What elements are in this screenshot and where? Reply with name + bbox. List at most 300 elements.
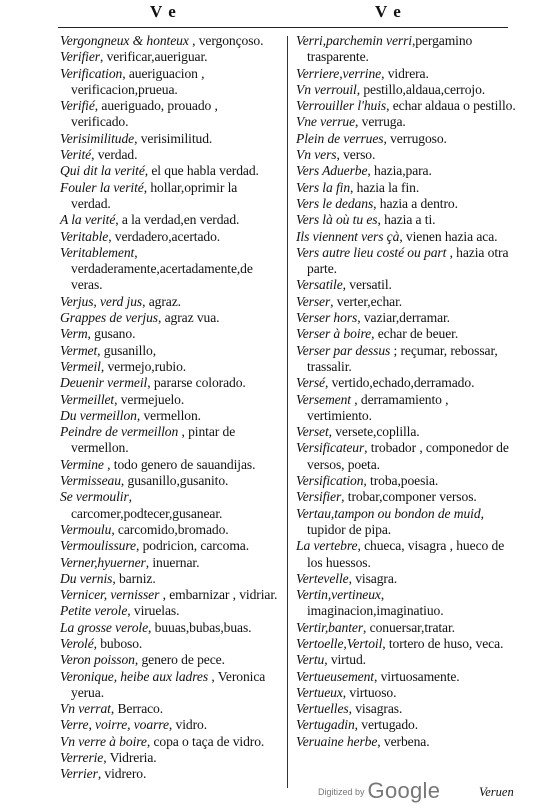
entry-translation: verdad. bbox=[97, 147, 138, 163]
dictionary-entry bbox=[60, 49, 278, 65]
dictionary-entry bbox=[296, 571, 516, 587]
dictionary-entry bbox=[296, 98, 516, 114]
entry-translation: agraz vua. bbox=[164, 310, 220, 326]
entry-separator: , bbox=[127, 603, 134, 619]
entry-translation: chueca, visagra , hueco de los huessos. bbox=[307, 538, 505, 570]
entry-separator: , bbox=[350, 179, 357, 195]
entry-headword: Vertuelles bbox=[296, 701, 349, 717]
entry-headword: Vn verrouil bbox=[296, 81, 357, 97]
entry-headword: Versé bbox=[296, 375, 325, 391]
entry-separator: , bbox=[208, 668, 218, 684]
right-column bbox=[296, 33, 516, 750]
dictionary-entry bbox=[60, 734, 278, 750]
dictionary-entry bbox=[60, 603, 278, 619]
entry-headword: Plein de verrues bbox=[296, 130, 384, 146]
entry-translation: hazia la fin. bbox=[356, 179, 420, 195]
entry-translation: tupidor de pipa. bbox=[307, 521, 392, 537]
dictionary-entry bbox=[296, 245, 516, 278]
entry-headword: Vers là où tu es bbox=[296, 212, 378, 228]
entry-separator: , bbox=[377, 733, 384, 749]
entry-separator: , bbox=[355, 114, 362, 130]
entry-separator: , bbox=[108, 228, 115, 244]
entry-translation: vidrera. bbox=[387, 65, 429, 81]
entry-separator: , bbox=[122, 65, 129, 81]
entry-translation: Berraco. bbox=[117, 701, 164, 717]
entry-headword: Veritable bbox=[60, 228, 109, 244]
entry-headword: Vermoulissure bbox=[60, 538, 136, 554]
entry-separator: ; bbox=[390, 342, 401, 358]
dictionary-entry bbox=[60, 424, 278, 457]
entry-separator: , bbox=[363, 473, 371, 489]
entry-translation: pergamino trasparente. bbox=[307, 33, 473, 65]
entry-separator: , bbox=[386, 98, 393, 114]
entry-translation: copa o taça de vidro. bbox=[153, 733, 265, 749]
entry-separator: , bbox=[134, 244, 138, 260]
entry-separator: , bbox=[87, 326, 95, 342]
entry-translation: verbena. bbox=[383, 733, 430, 749]
entry-headword: La vertebre bbox=[296, 538, 358, 554]
entry-translation: gusanillo,gusanito. bbox=[127, 473, 229, 489]
entry-separator: , bbox=[373, 195, 380, 211]
entry-headword: Deuenir vermeil bbox=[60, 375, 148, 391]
dictionary-entry bbox=[296, 636, 516, 652]
entry-separator: , bbox=[348, 570, 356, 586]
entry-separator: , bbox=[103, 456, 114, 472]
entry-headword: Verser hors bbox=[296, 310, 358, 326]
entry-translation: trobar,componer versos. bbox=[347, 489, 477, 505]
running-head-right: V e bbox=[375, 2, 402, 21]
dictionary-entry bbox=[60, 33, 278, 49]
entry-translation: hazia a dentro. bbox=[379, 195, 458, 211]
entry-separator: , bbox=[135, 538, 143, 554]
entry-translation: aueriguado, prouado , verificado. bbox=[71, 98, 218, 130]
entry-separator: , bbox=[168, 717, 176, 733]
dictionary-entry bbox=[60, 473, 278, 489]
entry-translation: Vidreria. bbox=[109, 750, 157, 766]
entry-headword: Verser par dessus bbox=[296, 342, 391, 358]
dictionary-entry bbox=[60, 66, 278, 99]
entry-separator: , bbox=[97, 766, 105, 782]
entry-headword: Verrier bbox=[60, 766, 98, 782]
entry-translation: verrugoso. bbox=[390, 130, 447, 146]
dictionary-entry bbox=[296, 685, 516, 701]
dictionary-entry bbox=[60, 766, 278, 782]
entry-separator: , bbox=[357, 310, 364, 326]
entry-translation: verisimilitud. bbox=[140, 130, 213, 146]
dictionary-entry bbox=[296, 701, 516, 717]
entry-headword: Vers autre lieu costé ou part bbox=[296, 244, 447, 260]
entry-headword: Vers Aduerbe bbox=[296, 163, 368, 179]
entry-headword: Versifier bbox=[296, 489, 342, 505]
dictionary-entry bbox=[60, 652, 278, 668]
entry-separator: , bbox=[110, 701, 118, 717]
entry-separator: , bbox=[146, 733, 154, 749]
dictionary-entry bbox=[60, 212, 278, 228]
entry-headword: Vertevelle bbox=[296, 570, 349, 586]
catchword: Veruen bbox=[479, 785, 514, 799]
entry-translation: vermejo,rubio. bbox=[107, 358, 187, 374]
entry-translation: verruga. bbox=[361, 114, 406, 130]
entry-headword: Verifié bbox=[60, 98, 95, 114]
entry-translation: buuas,bubas,buas. bbox=[154, 619, 252, 635]
entry-headword: Vermeillet bbox=[60, 391, 115, 407]
entry-translation: verdadero,acertado. bbox=[114, 228, 221, 244]
dictionary-entry bbox=[296, 734, 516, 750]
entry-headword: Versement bbox=[296, 391, 351, 407]
dictionary-entry bbox=[296, 652, 516, 668]
dictionary-entry bbox=[60, 522, 278, 538]
entry-separator: , bbox=[336, 147, 344, 163]
entry-translation: virtuoso. bbox=[349, 684, 397, 700]
entry-translation: barniz. bbox=[118, 570, 156, 586]
dictionary-entry bbox=[296, 489, 516, 505]
dictionary-entry bbox=[296, 587, 516, 620]
entry-headword: Vertin,vertineux bbox=[296, 587, 381, 603]
entry-headword: Vernicer, vernisser bbox=[60, 587, 160, 603]
entry-separator: , bbox=[103, 750, 110, 766]
entry-translation: vermellon. bbox=[143, 407, 201, 423]
entry-separator: , bbox=[341, 489, 348, 505]
entry-translation: verificar,aueriguar. bbox=[106, 49, 208, 65]
entry-translation: genero de pece. bbox=[141, 652, 225, 668]
entry-translation: visagras. bbox=[355, 701, 403, 717]
dictionary-entry bbox=[296, 620, 516, 636]
dictionary-entry bbox=[60, 392, 278, 408]
entry-translation: podricion, carcoma. bbox=[142, 538, 250, 554]
entry-separator: , bbox=[342, 684, 350, 700]
dictionary-entry bbox=[296, 440, 516, 473]
entry-separator: , bbox=[363, 619, 370, 635]
dictionary-entry bbox=[60, 98, 278, 131]
entry-translation: hollar,oprimir la verdad. bbox=[71, 179, 238, 211]
dictionary-entry bbox=[296, 229, 516, 245]
entry-separator: , bbox=[354, 717, 362, 733]
dictionary-entry bbox=[60, 343, 278, 359]
dictionary-entry bbox=[296, 538, 516, 571]
dictionary-entry bbox=[60, 636, 278, 652]
entry-headword: Vertueux bbox=[296, 684, 343, 700]
entry-translation: versatil. bbox=[349, 277, 392, 293]
entry-headword: A la verité bbox=[60, 212, 116, 228]
entry-headword: Versatile bbox=[296, 277, 343, 293]
entry-headword: Vn verre à boire bbox=[60, 733, 147, 749]
entry-separator: , bbox=[97, 342, 104, 358]
entry-translation: hazia a ti. bbox=[384, 212, 436, 228]
running-head-left: V e bbox=[150, 2, 177, 21]
entry-headword: Verrerie bbox=[60, 750, 104, 766]
entry-headword: Vn vers bbox=[296, 147, 337, 163]
entry-separator: , bbox=[136, 407, 144, 423]
entry-separator: , bbox=[383, 130, 391, 146]
entry-separator: , bbox=[356, 81, 364, 97]
watermark-prefix: Digitized by bbox=[318, 787, 365, 797]
entry-separator: , bbox=[112, 570, 119, 586]
dictionary-entry bbox=[296, 180, 516, 196]
entry-separator: , bbox=[382, 635, 389, 651]
entry-separator: , bbox=[145, 554, 153, 570]
entry-headword: Qui dit la verité bbox=[60, 163, 145, 179]
dictionary-entry bbox=[296, 114, 516, 130]
entry-translation: carcomer,podtecer,gusanear. bbox=[71, 505, 223, 521]
entry-translation: aueriguacion , verificacion,prueua. bbox=[71, 65, 205, 97]
entry-separator: , bbox=[143, 179, 151, 195]
entry-headword: Verolé bbox=[60, 635, 94, 651]
entry-translation: el que habla verdad. bbox=[151, 163, 259, 179]
entry-headword: Se vermoulir bbox=[60, 489, 129, 505]
entry-translation: buboso. bbox=[100, 635, 143, 651]
entry-headword: Vermine bbox=[60, 456, 104, 472]
entry-headword: Vers la fin bbox=[296, 179, 351, 195]
dictionary-entry bbox=[296, 310, 516, 326]
entry-translation: vertugado. bbox=[361, 717, 419, 733]
header-rule bbox=[58, 27, 508, 28]
entry-headword: Vertugadin bbox=[296, 717, 355, 733]
entry-translation: inuernar. bbox=[152, 554, 200, 570]
dictionary-entry bbox=[296, 506, 516, 539]
dictionary-entry bbox=[296, 82, 516, 98]
entry-separator: , bbox=[148, 619, 155, 635]
entry-headword: Vertueusement bbox=[296, 668, 374, 684]
entry-headword: Verrouiller l'huis bbox=[296, 98, 387, 114]
entry-separator: , bbox=[324, 652, 331, 668]
entry-headword: Veruaine herbe bbox=[296, 733, 378, 749]
entry-separator: , bbox=[100, 358, 108, 374]
entry-headword: Verification bbox=[60, 65, 123, 81]
entry-headword: Verm bbox=[60, 326, 88, 342]
entry-separator: , bbox=[328, 424, 336, 440]
dictionary-entry bbox=[60, 375, 278, 391]
entry-headword: Verité bbox=[60, 147, 92, 163]
dictionary-entry bbox=[60, 555, 278, 571]
entry-translation: a la verdad,en verdad. bbox=[121, 212, 240, 228]
dictionary-entry bbox=[60, 717, 278, 733]
entry-separator: , bbox=[147, 375, 154, 391]
entry-translation: visagra. bbox=[355, 570, 398, 586]
dictionary-entry bbox=[60, 408, 278, 424]
entry-separator: , bbox=[367, 163, 375, 179]
entry-translation: agraz. bbox=[148, 293, 181, 309]
entry-translation: gusano. bbox=[94, 326, 136, 342]
entry-headword: Vers le dedans bbox=[296, 195, 374, 211]
dictionary-entry bbox=[60, 489, 278, 522]
entry-translation: carcomido,bromado. bbox=[117, 521, 229, 537]
dictionary-entry bbox=[296, 424, 516, 440]
dictionary-entry bbox=[296, 473, 516, 489]
entry-separator: , bbox=[159, 587, 170, 603]
entry-headword: Du vermeillon bbox=[60, 407, 137, 423]
entry-separator: , bbox=[111, 521, 118, 537]
dictionary-entry bbox=[296, 669, 516, 685]
entry-separator: , bbox=[99, 49, 107, 65]
entry-separator: , bbox=[480, 505, 484, 521]
entry-separator: , bbox=[446, 244, 457, 260]
entry-headword: Vermet bbox=[60, 342, 98, 358]
entry-translation: verso. bbox=[343, 147, 376, 163]
entry-headword: Vermeil bbox=[60, 358, 101, 374]
dictionary-entry bbox=[60, 180, 278, 213]
entry-headword: Verre, voirre, voarre bbox=[60, 717, 169, 733]
dictionary-entry bbox=[296, 212, 516, 228]
entry-headword: Verset bbox=[296, 424, 329, 440]
entry-separator: , bbox=[399, 228, 406, 244]
entry-headword: Vertau,tampon ou bondon de muid bbox=[296, 505, 481, 521]
entry-translation: echar aldaua o pestillo. bbox=[392, 98, 516, 114]
entry-headword: Versificateur bbox=[296, 440, 365, 456]
dictionary-entry bbox=[296, 163, 516, 179]
entry-separator: , bbox=[411, 33, 416, 48]
entry-separator: , bbox=[157, 310, 165, 326]
entry-separator: , bbox=[380, 587, 385, 603]
dictionary-entry bbox=[60, 326, 278, 342]
entry-translation: derramamiento , vertimiento. bbox=[307, 391, 449, 423]
entry-headword: Vertu bbox=[296, 652, 325, 668]
entry-translation: reçumar, rebossar, trassalir. bbox=[307, 342, 498, 374]
entry-headword: Verriere,verrine bbox=[296, 65, 382, 81]
dictionary-entry bbox=[296, 33, 516, 66]
entry-headword: Veritablement bbox=[60, 244, 135, 260]
entry-headword: Veron poisson bbox=[60, 652, 135, 668]
dictionary-entry bbox=[60, 147, 278, 163]
entry-translation: embarnizar , vidriar. bbox=[169, 587, 278, 603]
entry-translation: verdaderamente,acertadamente,de veras. bbox=[71, 261, 253, 293]
dictionary-entry bbox=[60, 229, 278, 245]
dictionary-entry bbox=[60, 294, 278, 310]
entry-translation: virtuosamente. bbox=[380, 668, 460, 684]
entry-headword: Verner,hyuerner bbox=[60, 554, 146, 570]
entry-separator: , bbox=[93, 635, 101, 651]
column-divider bbox=[287, 36, 288, 788]
dictionary-entry bbox=[296, 131, 516, 147]
entry-headword: Verser bbox=[296, 293, 331, 309]
entry-translation: vaziar,derramar. bbox=[363, 310, 450, 326]
entry-separator: , bbox=[373, 668, 381, 684]
dictionary-entry bbox=[60, 701, 278, 717]
entry-headword: Vertoelle,Vertoil bbox=[296, 635, 383, 651]
entry-separator: , bbox=[188, 33, 199, 48]
entry-translation: tortero de huso, veca. bbox=[388, 635, 504, 651]
dictionary-entry bbox=[60, 669, 278, 702]
entry-translation: virtud. bbox=[330, 652, 366, 668]
dictionary-entry bbox=[60, 310, 278, 326]
entry-translation: vertido,echado,derramado. bbox=[331, 375, 475, 391]
entry-translation: viruelas. bbox=[133, 603, 180, 619]
entry-headword: Verjus, verd jus bbox=[60, 293, 143, 309]
entry-separator: , bbox=[364, 440, 371, 456]
entry-separator: , bbox=[178, 424, 189, 440]
entry-translation: pestillo,aldaua,cerrojo. bbox=[363, 81, 486, 97]
left-column bbox=[60, 33, 278, 783]
entry-separator: , bbox=[348, 701, 356, 717]
entry-translation: vergonçoso. bbox=[198, 33, 264, 48]
dictionary-entry bbox=[60, 245, 278, 294]
entry-translation: conuersar,tratar. bbox=[369, 619, 455, 635]
entry-separator: , bbox=[114, 391, 121, 407]
entry-separator: , bbox=[342, 277, 350, 293]
dictionary-entry bbox=[296, 66, 516, 82]
entry-translation: hazia,para. bbox=[374, 163, 432, 179]
dictionary-entry bbox=[296, 326, 516, 342]
dictionary-entry bbox=[60, 359, 278, 375]
entry-separator: , bbox=[371, 326, 378, 342]
entry-headword: Grappes de verjus bbox=[60, 310, 158, 326]
entry-translation: vidrero. bbox=[104, 766, 147, 782]
entry-translation: vidro. bbox=[175, 717, 207, 733]
entry-headword: Petite verole bbox=[60, 603, 128, 619]
entry-headword: Vn verrat bbox=[60, 701, 111, 717]
dictionary-entry bbox=[296, 147, 516, 163]
entry-translation: pararse colorado. bbox=[153, 375, 246, 391]
entry-separator: , bbox=[142, 293, 149, 309]
entry-headword: Vermisseau bbox=[60, 473, 121, 489]
entry-headword: Vertir,banter bbox=[296, 619, 364, 635]
entry-translation: trobador , componedor de versos, poeta. bbox=[307, 440, 509, 472]
dictionary-entry bbox=[296, 196, 516, 212]
dictionary-entry bbox=[296, 717, 516, 733]
dictionary-entry bbox=[60, 457, 278, 473]
entry-translation: hazia otra parte. bbox=[307, 244, 509, 277]
entry-headword: Vergongneux & honteux bbox=[60, 33, 189, 48]
entry-separator: , bbox=[115, 212, 122, 228]
dictionary-entry bbox=[296, 392, 516, 425]
entry-headword: Du vernis bbox=[60, 570, 113, 586]
entry-headword: Verri,parchemin verri bbox=[296, 33, 412, 48]
entry-headword: Verifier bbox=[60, 49, 100, 65]
entry-separator: , bbox=[134, 652, 142, 668]
entry-translation: vermejuelo. bbox=[120, 391, 185, 407]
entry-separator: , bbox=[377, 212, 385, 228]
watermark bbox=[318, 778, 440, 804]
entry-translation: todo genero de sauandijas. bbox=[113, 456, 256, 472]
dictionary-entry bbox=[60, 620, 278, 636]
dictionary-entry bbox=[296, 343, 516, 376]
dictionary-entry bbox=[60, 750, 278, 766]
entry-headword: Fouler la verité bbox=[60, 179, 144, 195]
entry-translation: vienen hazia aca. bbox=[405, 228, 498, 244]
entry-headword: Ils viennent vers çà bbox=[296, 228, 400, 244]
entry-headword: Versification bbox=[296, 473, 364, 489]
entry-headword: Peindre de vermeillon bbox=[60, 424, 179, 440]
entry-separator: , bbox=[91, 147, 98, 163]
entry-separator: , bbox=[134, 130, 141, 146]
watermark-logo: Google bbox=[367, 778, 441, 803]
entry-headword: Vermoulu bbox=[60, 521, 112, 537]
entry-translation: troba,poesia. bbox=[370, 473, 439, 489]
entry-translation: pintar de vermellon. bbox=[71, 424, 236, 456]
entry-headword: Vne verrue bbox=[296, 114, 356, 130]
dictionary-entry bbox=[60, 131, 278, 147]
dictionary-entry bbox=[60, 163, 278, 179]
dictionary-entry bbox=[296, 294, 516, 310]
entry-translation: Veronica yerua. bbox=[71, 668, 266, 700]
entry-separator: , bbox=[128, 489, 132, 505]
dictionary-entry bbox=[60, 587, 278, 603]
entry-translation: verter,echar. bbox=[336, 293, 403, 309]
dictionary-entry bbox=[296, 375, 516, 391]
entry-separator: , bbox=[120, 473, 128, 489]
entry-headword: Veronique, heibe aux ladres bbox=[60, 668, 209, 684]
dictionary-entry bbox=[296, 277, 516, 293]
entry-separator: , bbox=[144, 163, 152, 179]
entry-headword: La grosse verole bbox=[60, 619, 149, 635]
dictionary-entry bbox=[60, 538, 278, 554]
entry-headword: Verisimilitude bbox=[60, 130, 135, 146]
entry-translation: echar de beuer. bbox=[377, 326, 459, 342]
dictionary-entry bbox=[60, 571, 278, 587]
entry-translation: imaginacion,imaginatiuo. bbox=[307, 603, 444, 619]
entry-separator: , bbox=[357, 538, 365, 554]
entry-translation: gusanillo, bbox=[103, 342, 157, 358]
entry-separator: , bbox=[324, 375, 332, 391]
